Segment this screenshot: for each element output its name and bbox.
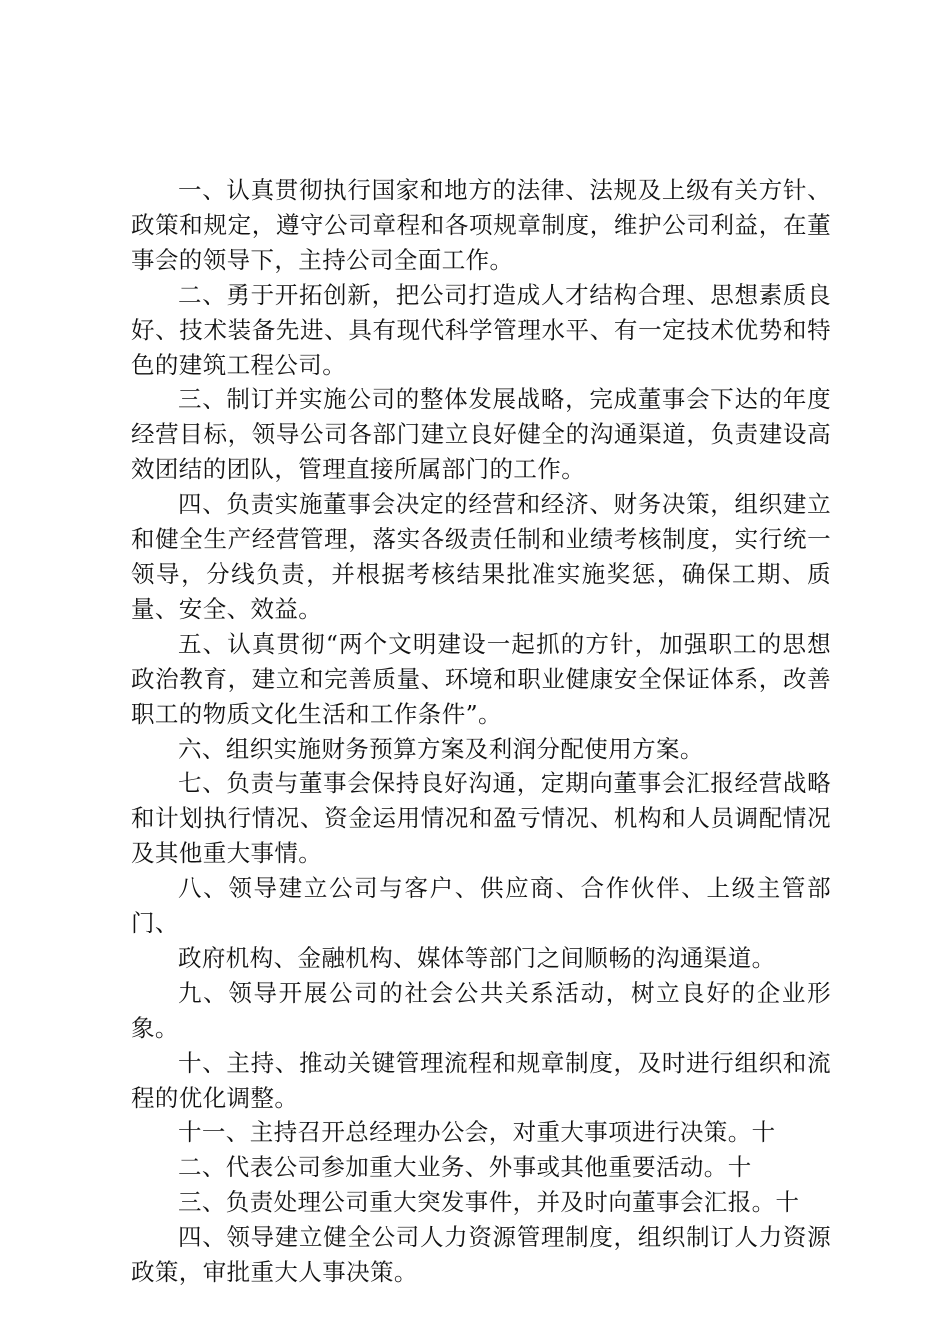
paragraph-6: 六、组织实施财务预算方案及利润分配使用方案。 [178, 734, 704, 763]
paragraph-7: 七、负责与董事会保持良好沟通，定期向董事会汇报经营战略和计划执行情况、资金运用情况和盈亏情况、机构和人员调配情况及其他重大事情。 [131, 769, 831, 868]
paragraph-2: 二、勇于开拓创新，把公司打造成人才结构合理、思想素质良好、技术装备先进、具有现代科学管理水平、有一定技术优势和特色的建筑工程公司。 [131, 280, 831, 379]
paragraph-5: 五、认真贯彻“两个文明建设一起抓的方针，加强职工的思想政治教育，建立和完善质量、环境和职业健康安全保证体系，改善职工的物质文化生活和工作条件”。 [131, 629, 831, 728]
paragraph-15: 四、领导建立健全公司人力资源管理制度，组织制订人力资源政策，审批重大人事决策。 [131, 1223, 831, 1287]
paragraph-12: 十一、主持召开总经理办公会，对重大事项进行决策。十 [178, 1118, 776, 1147]
paragraph-14: 三、负责处理公司重大突发事件，并及时向董事会汇报。十 [178, 1188, 800, 1217]
paragraph-4: 四、负责实施董事会决定的经营和经济、财务决策，组织建立和健全生产经营管理，落实各级责任制和业绩考核制度，实行统一领导，分线负责，并根据考核结果批准实施奖惩，确保工期、质量、安全、效益。 [131, 490, 831, 623]
paragraph-13: 二、代表公司参加重大业务、外事或其他重要活动。十 [178, 1153, 752, 1182]
paragraph-10: 九、领导开展公司的社会公共关系活动，树立良好的企业形象。 [131, 978, 831, 1042]
paragraph-3: 三、制订并实施公司的整体发展战略，完成董事会下达的年度经营目标，领导公司各部门建立良好健全的沟通渠道，负责建设高效团结的团队，管理直接所属部门的工作。 [131, 385, 831, 484]
paragraph-9: 政府机构、金融机构、媒体等部门之间顺畅的沟通渠道。 [178, 943, 776, 972]
paragraph-8: 八、领导建立公司与客户、供应商、合作伙伴、上级主管部门、 [131, 874, 831, 938]
document-body [131, 173, 831, 1290]
paragraph-11: 十、主持、推动关键管理流程和规章制度，及时进行组织和流程的优化调整。 [131, 1048, 831, 1112]
paragraph-1: 一、认真贯彻执行国家和地方的法律、法规及上级有关方针、政策和规定，遵守公司章程和各项规章制度，维护公司利益，在董事会的领导下，主持公司全面工作。 [131, 176, 831, 274]
